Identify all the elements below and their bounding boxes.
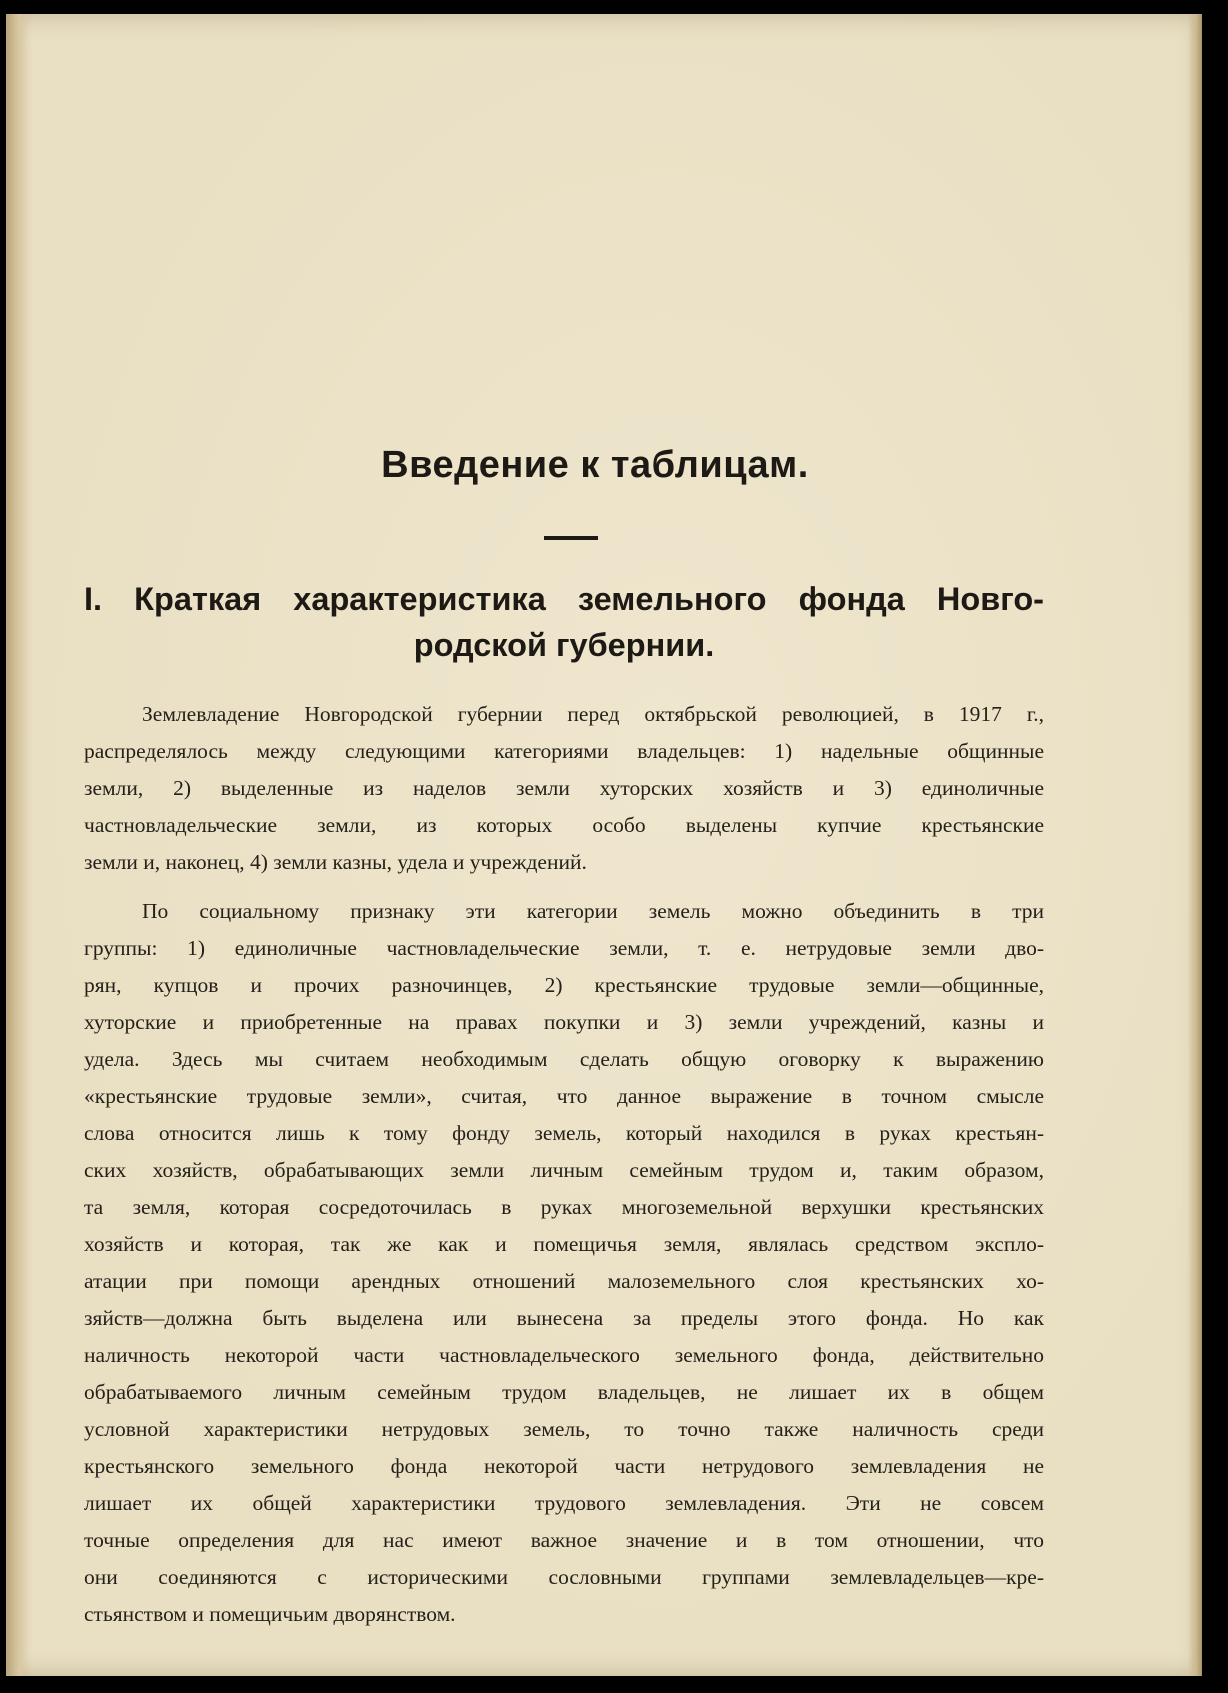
paragraph [84, 893, 1044, 1633]
text-line: зяйств—должна быть выделена или вынесена за пределы этого фонда. Но как [84, 1306, 1044, 1330]
paragraph [84, 696, 1044, 881]
text-line: земли и, наконец, 4) земли казны, удела и учреждений. [84, 850, 587, 874]
text-line: стьянством и помещичьим дворянством. [84, 1602, 456, 1626]
section-heading-line: I. Краткая характеристика земельного фонда Новго- [84, 581, 1044, 617]
body-text [84, 696, 1044, 1645]
text-line: Землевладение Новгородской губернии перед октябрьской революцией, в 1917 г., [142, 702, 1044, 726]
text-line: земли, 2) выделенные из наделов земли хуторских хозяйств и 3) единоличные [84, 776, 1044, 800]
text-line: ских хозяйств, обрабатывающих земли личным семейным трудом и, таким образом, [84, 1158, 1044, 1182]
text-line: «крестьянские трудовые земли», считая, что данное выражение в точном смысле [84, 1084, 1044, 1108]
page-spine-edge [6, 14, 28, 1676]
text-line: слова относится лишь к тому фонду земель, который находился в руках крестьян- [84, 1121, 1044, 1145]
text-line: По социальному признаку эти категории земель можно объединить в три [142, 899, 1044, 923]
text-line: удела. Здесь мы считаем необходимым сделать общую оговорку к выражению [84, 1047, 1044, 1071]
text-line: хозяйств и которая, так же как и помещичья земля, являлась средством экспло- [84, 1232, 1044, 1256]
text-line: точные определения для нас имеют важное значение и в том отношении, что [84, 1528, 1044, 1552]
section-heading [84, 576, 1044, 668]
text-line: крестьянского земельного фонда некоторой части нетрудового землевладения не [84, 1454, 1044, 1478]
section-heading-line: родской губернии. [413, 627, 715, 663]
text-line: они соединяются с историческими сословными группами землевладельцев—кре- [84, 1565, 1044, 1589]
text-line: та земля, которая сосредоточилась в руках многоземельной верхушки крестьянских [84, 1195, 1044, 1219]
book-page [6, 14, 1202, 1676]
text-line: наличность некоторой части частновладельческого земельного фонда, действительно [84, 1343, 1044, 1367]
page-title: Введение к таблицам. [381, 444, 809, 486]
text-line: лишает их общей характеристики трудового землевладения. Эти не совсем [84, 1491, 1044, 1515]
page-right-edge [1188, 14, 1202, 1676]
text-line: частновладельческие земли, из которых особо выделены купчие крестьянские [84, 813, 1044, 837]
text-line: распределялось между следующими категориями владельцев: 1) надельные общинные [84, 739, 1044, 763]
text-line: хуторские и приобретенные на правах покупки и 3) земли учреждений, казны и [84, 1010, 1044, 1034]
text-line: группы: 1) единоличные частновладельческие земли, т. е. нетрудовые земли дво- [84, 936, 1044, 960]
title-divider [544, 536, 598, 540]
text-line: атации при помощи арендных отношений малоземельного слоя крестьянских хо- [84, 1269, 1044, 1293]
text-line: рян, купцов и прочих разночинцев, 2) крестьянские трудовые земли—общинные, [84, 973, 1044, 997]
text-line: условной характеристики нетрудовых земель, то точно также наличность среди [84, 1417, 1044, 1441]
text-line: обрабатываемого личным семейным трудом владельцев, не лишает их в общем [84, 1380, 1044, 1404]
